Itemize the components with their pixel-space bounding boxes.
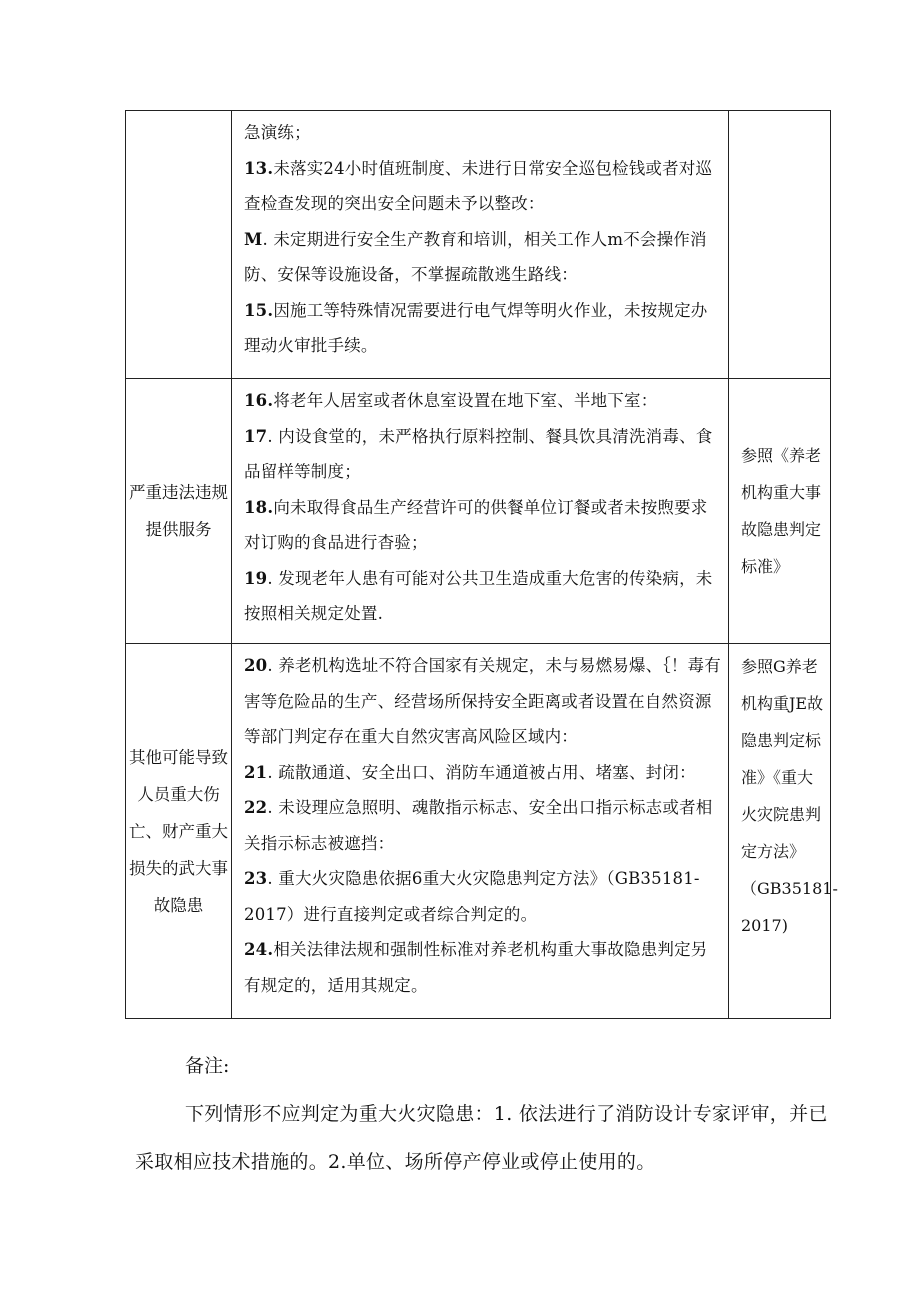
table-row [126,379,831,644]
category-cell: 其他可能导致人员重大伤亡、财产重大损失的武大事故隐患 [126,644,232,1019]
notes-text: 下列情形不应判定为重大火灾隐患：1. 依法进行了消防设计专家评审，并已采取相应技术措施的。2.单位、场所停产停业或停止使用的。 [135,1103,828,1173]
list-item: 16.将老年人居室或者休息室设置在地下室、半地下室： [244,391,658,410]
list-item: 13.未落实24小时值班制度、未进行日常安全巡包检钱或者对巡查检查发现的突出安全问题未予以整改： [244,158,713,213]
list-item: 18.向未取得食品生产经营许可的供餐单位订餐或者未按煦要求对订购的食品进行杳验； [244,497,708,552]
category-cell [126,111,232,379]
notes-label: 备注: [185,1055,230,1077]
reference-cell: 参照《养老机构重大事故隐患判定标准》 [729,379,831,644]
table-row [126,111,831,379]
list-item: 21. 疏散通道、安全出口、消防车通道被占用、堵塞、封闭： [244,762,696,782]
list-item: M. 未定期进行安全生产教育和培训，相关工作人m不会操作消防、安保等设施设备，不掌握疏散逃生路线： [244,229,707,284]
reference-cell [729,111,831,379]
category-cell: 严重违法违规提供服务 [126,379,232,644]
list-item: 急演练； [244,123,311,142]
list-item: 15.因施工等特殊情况需要进行电气焊等明火作业，未按规定办理动火审批手续。 [244,300,708,355]
items-cell [232,111,729,379]
items-cell [232,644,729,1019]
reference-cell: 参照G养老机构重JE故隐患判定标准》《重大火灾院患判定方法》（GB35181-2017) [729,644,831,1019]
list-item: 23. 重大火灾隐患依据6重大火灾隐患判定方法》（GB35181-2017）进行直接判定或者综合判定的。 [244,869,700,924]
list-item: 17. 内设食堂的，未严格执行原料控制、餐具饮具清洗消毒、食品留样等制度； [244,426,713,481]
list-item: 19. 发现老年人患有可能对公共卫生造成重大危害的传染病，未按照相关规定处置. [244,568,713,623]
list-item: 20. 养老机构选址不符合国家有关规定，未与易燃易爆、｛！毒有害等危险品的生产、经营场所保持安全距离或者设置在自然资源等部门判定存在重大自然灾害高风险区域内： [244,656,721,746]
list-item: 22. 未设理应急照明、魂散指示标志、安全出口指示标志或者相关指示标志被遮挡： [244,798,713,853]
hazard-table [125,110,838,1019]
notes-section [135,1042,835,1186]
list-item: 24.相关法律法规和强制性标准对养老机构重大事故隐患判定另有规定的，适用其规定。 [244,940,708,995]
items-cell [232,379,729,644]
table-row [126,644,831,1019]
